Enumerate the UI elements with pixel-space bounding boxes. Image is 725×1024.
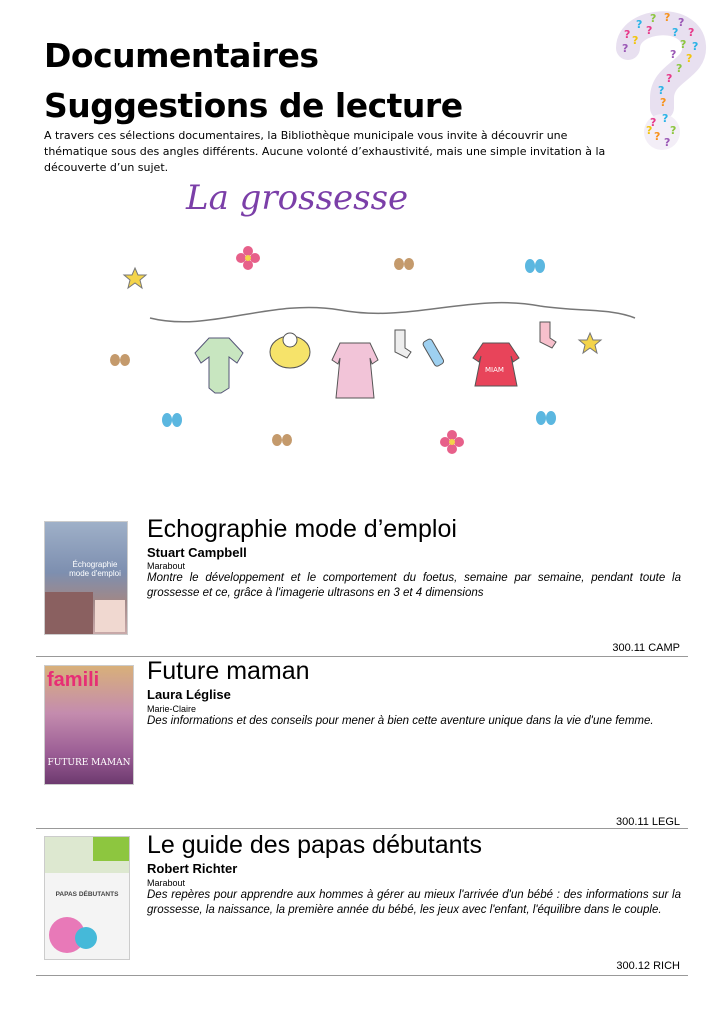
book-entry	[36, 515, 688, 658]
svg-text:?: ?	[688, 26, 695, 39]
book-publisher: Marie-Claire	[147, 704, 197, 714]
call-number: 300.11 CAMP	[612, 642, 680, 654]
theme-title: La grossesse	[186, 178, 409, 218]
clothesline-illustration	[110, 238, 640, 468]
cover-title: FUTURE MAMAN	[47, 758, 131, 768]
svg-text:?: ?	[662, 112, 669, 125]
svg-text:?: ?	[622, 42, 629, 55]
cover-title: PAPAS DÉBUTANTS	[55, 891, 119, 898]
book-publisher: Marabout	[147, 878, 186, 888]
svg-text:?: ?	[672, 26, 679, 39]
svg-text:?: ?	[646, 24, 653, 37]
svg-text:?: ?	[664, 11, 671, 24]
svg-text:?: ?	[670, 48, 677, 61]
svg-text:?: ?	[686, 52, 693, 65]
book-description: Des informations et des conseils pour mener à bien cette aventure unique dans la vie d'une femme.	[147, 715, 654, 727]
call-number: 300.12 RICH	[616, 960, 680, 972]
call-number: 300.11 LEGL	[615, 816, 680, 828]
svg-text:?: ?	[654, 130, 661, 143]
svg-text:?: ?	[678, 16, 685, 29]
cover-title: Échographie mode d'emploi	[69, 560, 121, 578]
book-title: Le guide des papas débutants	[147, 831, 482, 859]
cover-brand: famili	[47, 669, 100, 691]
book-cover	[44, 836, 130, 960]
book-title: Future maman	[147, 657, 310, 685]
svg-text:?: ?	[636, 18, 643, 31]
svg-text:?: ?	[666, 72, 673, 85]
svg-text:?: ?	[670, 124, 677, 137]
svg-text:?: ?	[650, 12, 657, 25]
book-author: Robert Richter	[147, 861, 238, 876]
question-mark-icon	[610, 8, 710, 153]
book-cover	[44, 665, 134, 785]
book-description: Des repères pour apprendre aux hommes à gérer au mieux l'arrivée d'un bébé : des informations sur la grossesse, la naissance, la première année du bébé, les jeux avec l'enfant, l'équilibre dans le couple.	[147, 889, 681, 916]
book-description: Montre le développement et le comportement du foetus, semaine par semaine, pendant toute la grossesse et ce, grâce à l'imagerie ultrasons en 3 et 4 dimensions	[147, 572, 681, 599]
svg-text:?: ?	[624, 28, 631, 41]
book-author: Laura Léglise	[147, 687, 231, 702]
svg-text:?: ?	[650, 116, 657, 129]
intro-text: A travers ces sélections documentaires, la Bibliothèque municipale vous invite à découvrir une thématique sous des angles différents. Aucune volonté d’exhaustivité, mais une simple invitation à la découverte d’un sujet.	[44, 129, 606, 174]
book-publisher: Marabout	[147, 561, 186, 571]
book-cover	[44, 521, 128, 635]
book-title: Echographie mode d’emploi	[147, 515, 457, 543]
svg-text:?: ?	[658, 84, 665, 97]
svg-text:MIAM: MIAM	[485, 366, 504, 374]
book-entry	[36, 832, 688, 976]
page-title: Documentaires	[44, 36, 319, 75]
divider	[36, 828, 688, 829]
svg-text:?: ?	[664, 136, 671, 149]
page-subtitle: Suggestions de lecture	[44, 86, 463, 125]
svg-text:?: ?	[660, 96, 667, 109]
book-entry	[36, 657, 688, 829]
svg-text:?: ?	[692, 40, 699, 53]
svg-text:?: ?	[676, 62, 683, 75]
svg-text:?: ?	[646, 124, 653, 137]
divider	[36, 975, 688, 976]
svg-text:?: ?	[680, 38, 687, 51]
svg-text:?: ?	[632, 34, 639, 47]
book-author: Stuart Campbell	[147, 545, 247, 560]
